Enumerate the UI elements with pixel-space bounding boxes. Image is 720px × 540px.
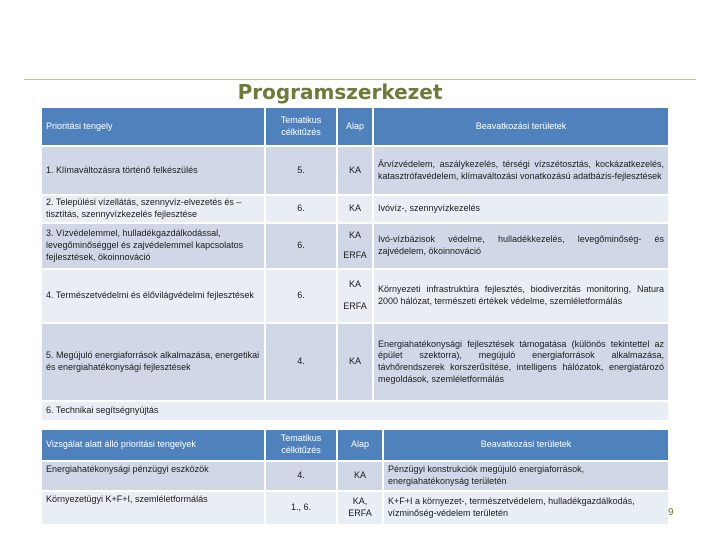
header-goal: Tematikus célkitűzés xyxy=(266,108,336,145)
t2-row2-goal: 1., 6. xyxy=(266,492,336,524)
t2-row1-fund: KA xyxy=(338,462,382,490)
row1-axis: 1. Klímaváltozásra történő felkészülés xyxy=(42,147,264,194)
row2-area: Ivóvíz-, szennyvízkezelés xyxy=(374,196,668,222)
t2-row1-area-line1: Pénzügyi konstrukciók megújuló energiaforrások, xyxy=(388,464,585,475)
row3-goal: 6. xyxy=(266,224,336,268)
row4-fund-erfa: ERFA xyxy=(343,301,367,311)
page-number: 9 xyxy=(668,507,674,518)
t2-header-fund: Alap xyxy=(338,430,382,460)
t2-header-areas: Beavatkozási területek xyxy=(384,430,668,460)
t2-row1-goal: 4. xyxy=(266,462,336,490)
t2-row2-fund: KA, ERFA xyxy=(338,492,382,524)
row4-goal: 6. xyxy=(266,270,336,322)
t2-row1-area xyxy=(384,462,668,490)
row5-fund: KA xyxy=(338,324,372,400)
row3-fund-erfa: ERFA xyxy=(343,250,367,260)
row1-fund: KA xyxy=(338,147,372,194)
t2-header-axis: Vizsgálat alatt álló prioritási tengelyek xyxy=(42,430,264,460)
header-axis: Prioritási tengely xyxy=(42,108,264,145)
t2-row2-area xyxy=(384,492,668,524)
header-areas: Beavatkozási területek xyxy=(374,108,668,145)
row2-fund: KA xyxy=(338,196,372,222)
row4-fund xyxy=(338,270,372,322)
t2-row2-area-line2: vízminőség-védelem területén xyxy=(388,508,509,518)
t2-row1-area-line2: energiahatékonyság területén xyxy=(388,476,507,486)
row5-area: Energiahatékonysági fejlesztések támogatása (különös tekintettel az épület szektorra), megújuló energiaforrások alkalmazása, távhőrendszerek korszerűsítése, intelligens hálózatok, energiatározó megoldások, szemléletformálás xyxy=(374,324,668,400)
header-fund: Alap xyxy=(338,108,372,145)
row2-axis: 2. Települési vízellátás, szennyvíz-elvezetés és –tisztítás, szennyvízkezelés fejlesztése xyxy=(42,196,264,222)
t2-row2-area-line1: K+F+I a környezet-, természetvédelem, hulladékgazdálkodás, xyxy=(388,496,635,507)
row5-goal: 4. xyxy=(266,324,336,400)
row6-tech: 6. Technikai segítségnyújtás xyxy=(42,402,668,420)
t2-row2-axis: Környezetügyi K+F+I, szemléletformálás xyxy=(42,492,264,524)
row1-area: Árvízvédelem, aszálykezelés, térségi vízszétosztás, kockázatkezelés, katasztrófavédelem, klímaváltozási vonatkozású adatbázis-fejlesztések xyxy=(374,147,668,194)
page-title: Programszerkezet xyxy=(237,80,443,104)
row4-axis: 4. Természetvédelmi és élővilágvédelmi fejlesztések xyxy=(42,270,264,322)
row2-goal: 6. xyxy=(266,196,336,222)
row3-fund-ka: KA xyxy=(348,230,361,241)
row3-fund xyxy=(338,224,372,268)
row1-goal: 5. xyxy=(266,147,336,194)
t2-header-goal: Tematikus célkitűzés xyxy=(266,430,336,460)
row3-axis: 3. Vízvédelemmel, hulladékgazdálkodással, levegőminőséggel és zajvédelemmel kapcsolatos fejlesztések, ökoinnováció xyxy=(42,224,264,268)
t2-row1-axis: Energiahatékonysági pénzügyi eszközök xyxy=(42,462,264,490)
row4-fund-ka: KA xyxy=(348,279,361,290)
row5-axis: 5. Megújuló energiaforrások alkalmazása, energetikai és energiahatékonysági fejlesztések xyxy=(42,324,264,400)
row3-area: Ivó-vízbázisok védelme, hulladékkezelés, levegőminőség- és zajvédelem, ökoinnováció xyxy=(374,224,668,268)
row4-area: Környezeti infrastruktúra fejlesztés, biodiverzitás monitoring, Natura 2000 hálózat, természeti értékek védelme, szemléletformálás xyxy=(374,270,668,322)
